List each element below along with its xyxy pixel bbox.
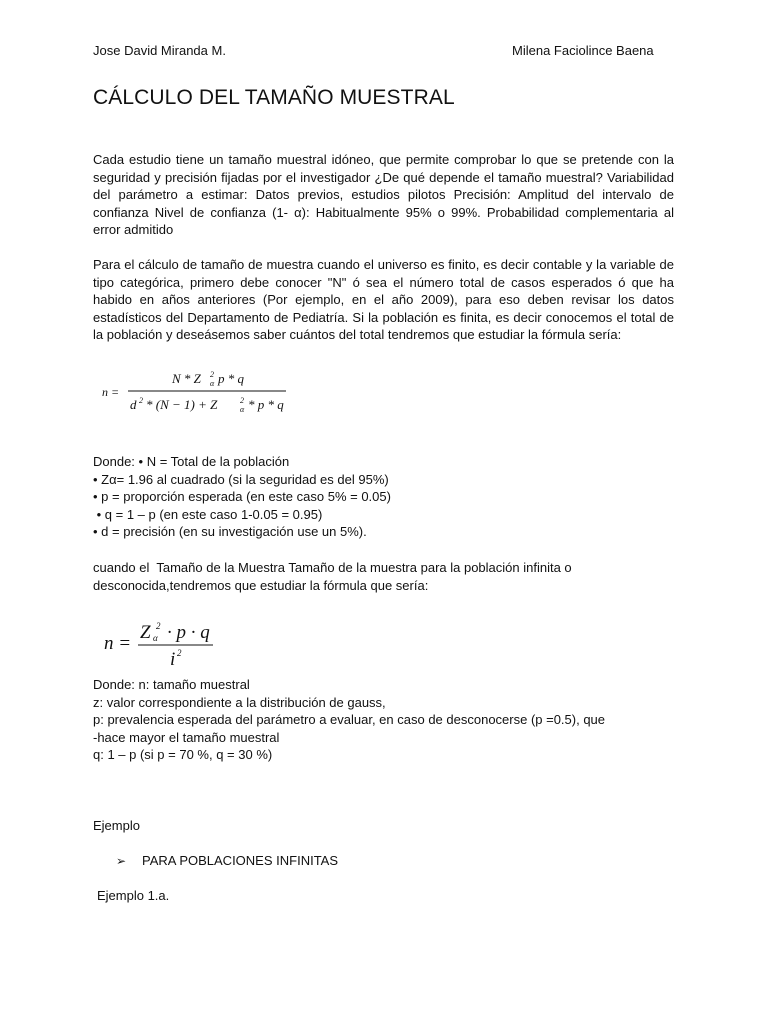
formula-denominator-b: * (N − 1) + Z <box>146 397 218 412</box>
infinite-definitions: Donde: n: tamaño muestral z: valor correspondiente a la distribución de gauss, p: prevalencia esperada del parámetro a evaluar, en caso de desconocerse (p =0.5), que -hace mayor el tamaño muestral q: 1 – p (si p = 70 %, q = 30 %) <box>93 677 606 762</box>
document-title: CÁLCULO DEL TAMAÑO MUESTRAL <box>93 86 455 109</box>
formula2-den-sup: 2 <box>177 648 182 658</box>
formula2-lhs: n = <box>104 633 132 654</box>
finite-population-formula <box>100 364 300 420</box>
infinite-population-paragraph: cuando el Tamaño de la Muestra Tamaño de la muestra para la población infinita o desconocida,tendremos que estudiar la fórmula que sería: <box>93 560 572 593</box>
formula2-sup: 2 <box>156 621 161 631</box>
infinite-population-formula <box>100 608 230 670</box>
formula2-sub: α <box>153 633 158 643</box>
list-item-label: PARA POBLACIONES INFINITAS <box>142 853 339 868</box>
arrow-bullet-icon: ➢ <box>116 854 127 868</box>
formula-den-sup: 2 <box>139 396 143 405</box>
formula-numerator: N * Z <box>172 371 201 386</box>
formula-den-sub: α <box>240 405 245 414</box>
finite-population-paragraph: Para el cálculo de tamaño de muestra cuando el universo es finito, es decir contable y la variable de tipo categórica, primero debe conocer "N" ó sea el número total de casos esperados ó que ha habido en años anteriores (Por ejemplo, en el año 2009), para eso deben revisar los datos estadísticos del Departamento de Pediatría. Si la población es finita, es decir conocemos el total de la población y deseásemos saber cuántos del total tendremos que estudiar la fórmula sería: <box>93 257 674 342</box>
formula-sub: α <box>210 379 215 388</box>
formula2-denominator: i <box>170 649 176 670</box>
formula-denominator-a: d <box>130 397 137 412</box>
formula-lhs: n = <box>102 385 120 399</box>
formula2-z: Z <box>140 622 151 643</box>
formula-numerator-rest: p * q <box>218 371 244 386</box>
author-left: Jose David Miranda M. <box>93 43 226 58</box>
formula-den-sup2: 2 <box>240 396 244 405</box>
formula2-numerator-rest: · p · q <box>167 622 210 643</box>
finite-definitions: Donde: • N = Total de la población • Zα= 1.96 al cuadrado (si la seguridad es del 95%) • p = proporción esperada (en este caso 5% = 0.05) • q = 1 – p (en este caso 1-0.05 = 0.95) • d = precisión (en su investigación use un 5%). <box>93 454 391 539</box>
example-heading: Ejemplo <box>93 818 140 833</box>
formula-denominator-c: * p * q <box>248 397 284 412</box>
list-item <box>116 853 338 868</box>
author-right: Milena Faciolince Baena <box>512 43 654 58</box>
intro-paragraph: Cada estudio tiene un tamaño muestral idóneo, que permite comprobar lo que se pretende con la seguridad y precisión fijadas por el investigador ¿De qué depende el tamaño muestral? Variabilidad del parámetro a estimar: Datos previos, estudios pilotos Precisión: Amplitud del intervalo de confianza Nivel de confianza (1- α): Habitualmente 95% o 99%. Probabilidad complementaria al error admitido <box>93 152 674 237</box>
formula-sup: 2 <box>210 370 214 379</box>
example-1a-label: Ejemplo 1.a. <box>97 888 170 903</box>
